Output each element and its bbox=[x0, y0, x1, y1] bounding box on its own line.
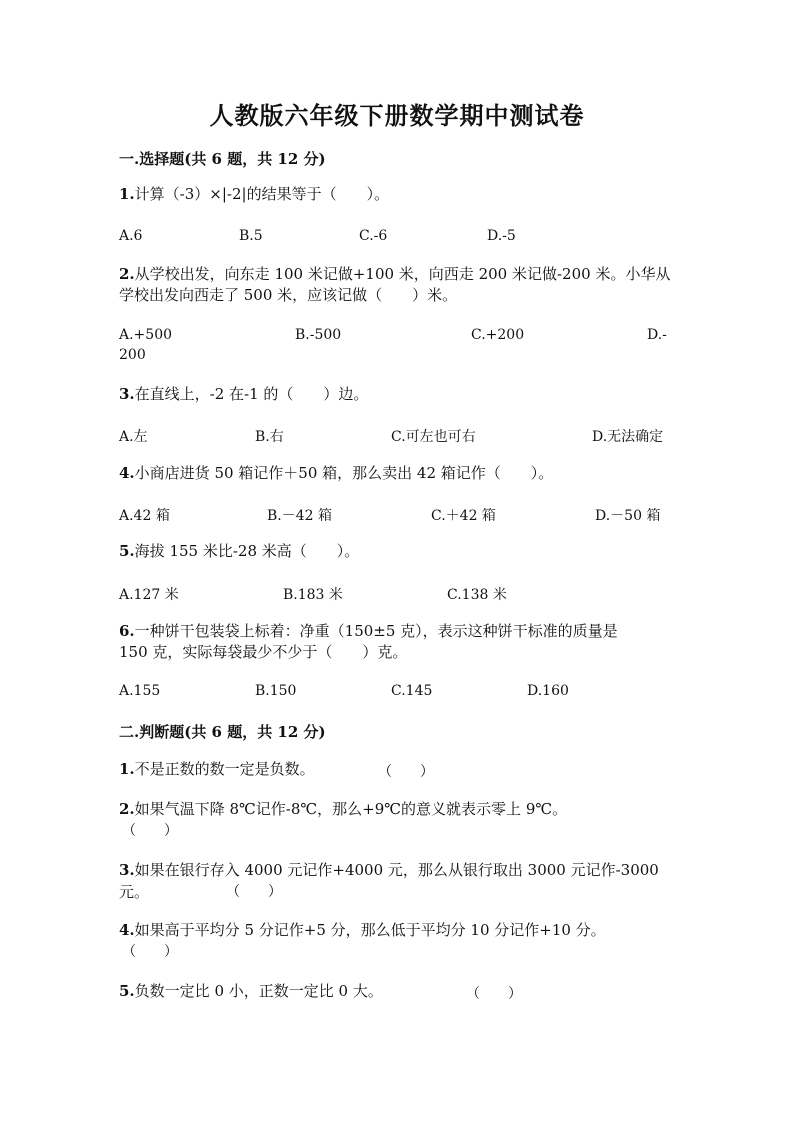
option-c: C.145 bbox=[391, 683, 433, 699]
answer-paren: （ ） bbox=[122, 944, 178, 960]
option-d: D.160 bbox=[527, 683, 569, 699]
answer-paren: （ ） bbox=[466, 986, 522, 1002]
option-d-wrap: 200 bbox=[119, 347, 146, 363]
option-a: A.42 箱 bbox=[119, 508, 170, 524]
judge-question-3: 3.如果在银行存入 4000 元记作+4000 元，那么从银行取出 3000 元记作-3000 bbox=[119, 861, 659, 879]
option-c: C.＋42 箱 bbox=[431, 508, 496, 524]
option-b: B.183 米 bbox=[283, 587, 343, 603]
judge-question-2: 2.如果气温下降 8℃记作-8℃，那么+9℃的意义就表示零上 9℃。 bbox=[119, 800, 568, 818]
question-4: 4.小商店进货 50 箱记作＋50 箱，那么卖出 42 箱记作（ ）。 bbox=[119, 464, 554, 482]
option-a: A.左 bbox=[119, 429, 148, 445]
answer-paren: （ ） bbox=[122, 823, 178, 839]
answer-paren: （ ） bbox=[378, 764, 434, 780]
option-a: A.155 bbox=[119, 683, 161, 699]
option-b: B.150 bbox=[255, 683, 297, 699]
question-1: 1.计算（-3）×|-2|的结果等于（ ）。 bbox=[119, 185, 390, 203]
judge-question-4: 4.如果高于平均分 5 分记作+5 分，那么低于平均分 10 分记作+10 分。 bbox=[119, 921, 606, 939]
option-b: B.5 bbox=[239, 228, 263, 244]
option-d: D.- bbox=[647, 327, 667, 343]
option-c: C.-6 bbox=[359, 228, 388, 244]
option-a: A.+500 bbox=[119, 327, 173, 343]
section-heading-judge: 二.判断题(共 6 题，共 12 分) bbox=[119, 723, 326, 741]
option-d: D.－50 箱 bbox=[595, 508, 661, 524]
question-2: 2.从学校出发，向东走 100 米记做+100 米，向西走 200 米记做-200 米。小华从 学校出发向西走了 500 米，应该记做（ ）米。 bbox=[119, 265, 671, 304]
option-c: C.可左也可右 bbox=[391, 429, 476, 445]
option-b: B.-500 bbox=[295, 327, 342, 343]
option-d: D.无法确定 bbox=[592, 429, 664, 445]
section-heading-choice: 一.选择题(共 6 题，共 12 分) bbox=[119, 150, 326, 168]
question-3: 3.在直线上，-2 在-1 的（ ）边。 bbox=[119, 385, 369, 403]
question-5: 5.海拔 155 米比-28 米高（ ）。 bbox=[119, 542, 360, 560]
option-a: A.127 米 bbox=[119, 587, 179, 603]
judge-question-3-cont: 元。 bbox=[119, 883, 150, 901]
judge-question-1: 1.不是正数的数一定是负数。 bbox=[119, 760, 315, 778]
judge-question-5: 5.负数一定比 0 小，正数一定比 0 大。 bbox=[119, 982, 383, 1000]
option-b: B.右 bbox=[255, 429, 284, 445]
page-title: 人教版六年级下册数学期中测试卷 bbox=[209, 101, 585, 130]
option-d: D.-5 bbox=[487, 228, 516, 244]
option-c: C.+200 bbox=[471, 327, 525, 343]
option-a: A.6 bbox=[119, 228, 143, 244]
question-6: 6.一种饼干包装袋上标着：净重（150±5 克），表示这种饼干标准的质量是 150 克，实际每袋最少不少于（ ）克。 bbox=[119, 622, 618, 661]
answer-paren: （ ） bbox=[226, 884, 282, 900]
option-c: C.138 米 bbox=[447, 587, 507, 603]
option-b: B.－42 箱 bbox=[267, 508, 333, 524]
